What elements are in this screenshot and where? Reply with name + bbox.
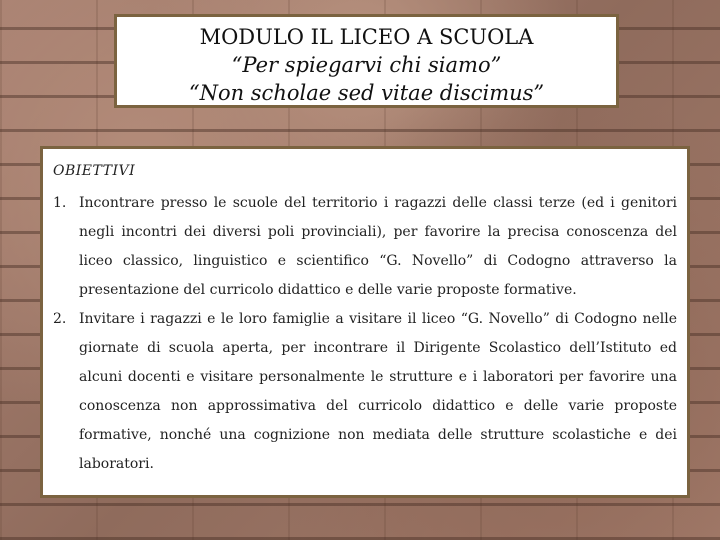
section-heading: OBIETTIVI [53, 163, 136, 179]
list-item-text: Invitare i ragazzi e le loro famiglie a visitare il liceo “G. Novello” di Codogno nelle giornate di scuola aperta, per incontrare il Dirigente Scolastico dell’Istituto ed alcuni docenti e visitare personalmente le strutture e i laboratori per favorire una conoscenza non approssimativa del curricolo didattico e delle varie proposte formative, nonché una cognizione non mediata delle strutture scolastiche e dei laboratori. [79, 311, 677, 472]
list-item [53, 305, 677, 479]
slide-subtitle-2: “Non scholae sed vitae discimus” [188, 81, 545, 105]
slide-subtitle-1: “Per spiegarvi chi siamo” [231, 53, 502, 77]
content-box [40, 146, 690, 498]
objectives-list [53, 189, 677, 479]
slide-title: MODULO IL LICEO A SCUOLA [199, 25, 534, 49]
list-item-number: 2. [53, 311, 67, 327]
list-item-number: 1. [53, 195, 67, 211]
list-item [53, 189, 677, 305]
list-item-text: Incontrare presso le scuole del territorio i ragazzi delle classi terze (ed i genitori negli incontri dei diversi poli provinciali), per favorire la precisa conoscenza del liceo classico, linguistico e scientifico “G. Novello” di Codogno attraverso la presentazione del curricolo didattico e delle varie proposte formative. [79, 195, 677, 298]
title-box [114, 14, 619, 108]
